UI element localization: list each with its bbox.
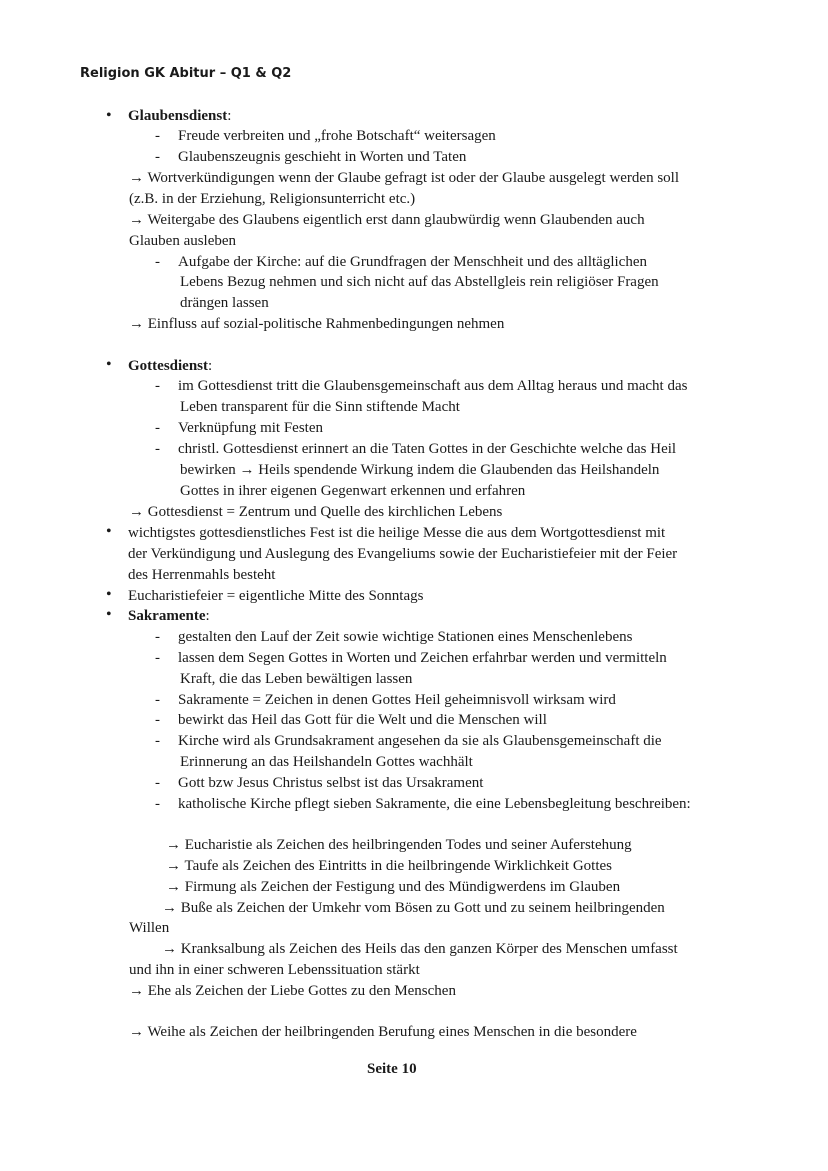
sacrament-krankensalbung: → Kranksalbung als Zeichen des Heils das den ganzen Körper des Menschen umfasst xyxy=(162,941,678,957)
heading-glaubensdienst-text: Glaubensdienst xyxy=(128,108,228,124)
text-line: (z.B. in der Erziehung, Religionsunterricht etc.) xyxy=(129,191,416,207)
heading-colon: : xyxy=(205,608,210,624)
sacrament-krankensalbung-cont: und ihn in einer schweren Lebenssituation stärkt xyxy=(129,962,420,978)
text-line: lassen dem Segen Gottes in Worten und Zeichen erfahrbar werden und vermitteln xyxy=(178,650,667,666)
text-line: → Weitergabe des Glaubens eigentlich erst dann glaubwürdig wenn Glaubenden auch xyxy=(129,212,645,228)
text-line: Kraft, die das Leben bewältigen lassen xyxy=(180,671,413,687)
text-line: Erinnerung an das Heilshandeln Gottes wachhält xyxy=(180,754,473,770)
text-line: Gottes in ihrer eigenen Gegenwart erkennen und erfahren xyxy=(180,483,526,499)
text-line: Lebens Bezug nehmen und sich nicht auf das Abstellgleis rein religiöser Fragen xyxy=(180,274,659,290)
sacrament-weihe: → Weihe als Zeichen der heilbringenden Berufung eines Menschen in die besondere xyxy=(129,1024,637,1040)
document-header: Religion GK Abitur – Q1 & Q2 xyxy=(80,66,292,81)
bullet-eucharistiefeier: • xyxy=(106,586,112,603)
dash: - xyxy=(155,254,160,270)
dash: - xyxy=(155,629,160,645)
text-line: Verknüpfung mit Festen xyxy=(178,420,323,436)
text-line: christl. Gottesdienst erinnert an die Taten Gottes in der Geschichte welche das Heil xyxy=(178,441,677,457)
sacrament-eucharistie: → Eucharistie als Zeichen des heilbringenden Todes und seiner Auferstehung xyxy=(166,837,632,853)
heading-sakramente-text: Sakramente xyxy=(128,608,206,624)
sacrament-firmung: → Firmung als Zeichen der Festigung und des Mündigwerdens im Glauben xyxy=(166,879,621,895)
dash: - xyxy=(155,650,160,666)
text-line: der Verkündigung und Auslegung des Evangeliums sowie der Eucharistiefeier mit der Feier xyxy=(128,546,678,562)
dash: - xyxy=(155,692,160,708)
page-number: Seite 10 xyxy=(367,1061,417,1077)
sacrament-busse-cont: Willen xyxy=(129,920,170,936)
dash: - xyxy=(155,712,160,728)
heading-glaubensdienst xyxy=(128,106,231,126)
text-line: bewirken → Heils spendende Wirkung indem die Glaubenden das Heilshandeln xyxy=(180,462,660,478)
sacrament-busse: → Buße als Zeichen der Umkehr vom Bösen zu Gott und zu seinem heilbringenden xyxy=(162,900,665,916)
sacrament-ehe: → Ehe als Zeichen der Liebe Gottes zu den Menschen xyxy=(129,983,456,999)
text-line: → Gottesdienst = Zentrum und Quelle des kirchlichen Lebens xyxy=(129,504,503,520)
text-line: → Wortverkündigungen wenn der Glaube gefragt ist oder der Glaube ausgelegt werden soll xyxy=(129,170,680,186)
text-line: gestalten den Lauf der Zeit sowie wichtige Stationen eines Menschenlebens xyxy=(178,629,633,645)
dash: - xyxy=(155,128,160,144)
text-line: Aufgabe der Kirche: auf die Grundfragen der Menschheit und des alltäglichen xyxy=(178,254,647,270)
heading-gottesdienst-text: Gottesdienst xyxy=(128,358,208,374)
text-line: des Herrenmahls besteht xyxy=(128,567,276,583)
glaubensdienst-item: Freude verbreiten und „frohe Botschaft“ weitersagen xyxy=(178,128,496,144)
dash: - xyxy=(155,733,160,749)
text-line: Glauben ausleben xyxy=(129,233,237,249)
text-line: Sakramente = Zeichen in denen Gottes Heil geheimnisvoll wirksam wird xyxy=(178,692,616,708)
text-line: drängen lassen xyxy=(180,295,269,311)
text-line: wichtigstes gottesdienstliches Fest ist die heilige Messe die aus dem Wortgottesdienst mit xyxy=(128,525,666,541)
text-line: Leben transparent für die Sinn stiftende Macht xyxy=(180,399,460,415)
dash: - xyxy=(155,420,160,436)
dash: - xyxy=(155,149,160,165)
text-line: → Einfluss auf sozial-politische Rahmenbedingungen nehmen xyxy=(129,316,505,332)
bullet-sakramente: • xyxy=(106,606,112,623)
bullet-gottesdienst: • xyxy=(106,356,112,373)
heading-gottesdienst xyxy=(128,356,212,376)
text-line: katholische Kirche pflegt sieben Sakramente, die eine Lebensbegleitung beschreiben: xyxy=(178,796,691,812)
bullet-glaubensdienst: • xyxy=(106,107,112,124)
heading-sakramente xyxy=(128,606,210,626)
dash: - xyxy=(155,796,160,812)
sacrament-taufe: → Taufe als Zeichen des Eintritts in die heilbringende Wirklichkeit Gottes xyxy=(166,858,613,874)
glaubensdienst-item: Glaubenszeugnis geschieht in Worten und Taten xyxy=(178,149,467,165)
dash: - xyxy=(155,775,160,791)
bullet-messe: • xyxy=(106,523,112,540)
dash: - xyxy=(155,378,160,394)
text-line: im Gottesdienst tritt die Glaubensgemeinschaft aus dem Alltag heraus und macht das xyxy=(178,378,688,394)
text-line: Kirche wird als Grundsakrament angesehen da sie als Glaubensgemeinschaft die xyxy=(178,733,662,749)
heading-colon: : xyxy=(208,358,213,374)
text-line: bewirkt das Heil das Gott für die Welt und die Menschen will xyxy=(178,712,547,728)
heading-colon: : xyxy=(227,108,232,124)
text-line: Gott bzw Jesus Christus selbst ist das Ursakrament xyxy=(178,775,484,791)
dash: - xyxy=(155,441,160,457)
text-line: Eucharistiefeier = eigentliche Mitte des Sonntags xyxy=(128,588,424,604)
